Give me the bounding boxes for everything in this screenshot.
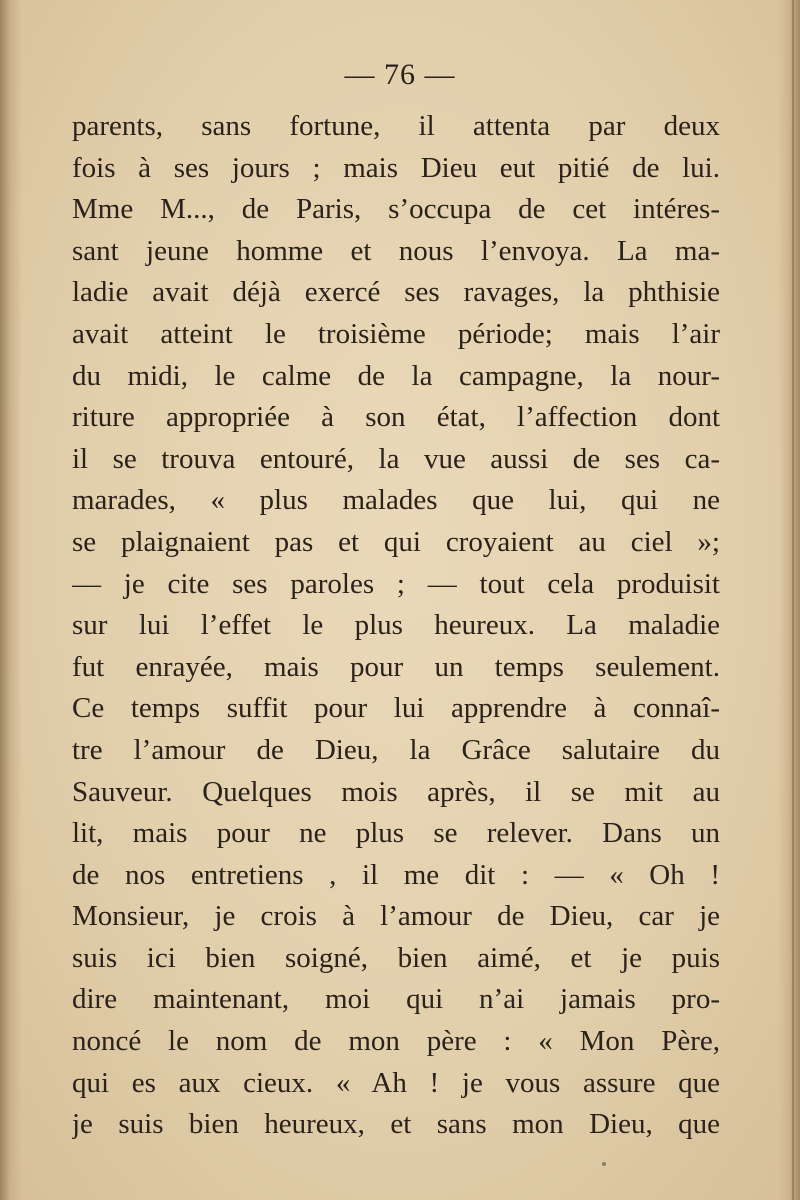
page-edge-right [778,0,800,1200]
text-line: se plaignaient pas et qui croyaient au ciel »; [72,525,720,558]
text-line: avait atteint le troisième période; mais l’air [72,317,720,350]
text-line: Sauveur. Quelques mois après, il se mit au [72,775,720,808]
text-line: marades, « plus malades que lui, qui ne [72,484,720,517]
text-line: lit, mais pour ne plus se relever. Dans un [72,817,720,850]
ink-speck [602,1162,606,1166]
text-line: il se trouva entouré, la vue aussi de ses ca- [72,442,720,475]
text-line: riture appropriée à son état, l’affection dont [72,401,720,434]
text-line: je suis bien heureux, et sans mon Dieu, que [72,1108,720,1141]
text-line: parents, sans fortune, il attenta par deux [72,110,720,142]
text-line: fut enrayée, mais pour un temps seulement. [72,650,720,683]
page-edge-left [0,0,22,1200]
text-line: suis ici bien soigné, bien aimé, et je puis [72,941,720,974]
text-line: Ce temps suffit pour lui apprendre à connaî- [72,692,720,725]
text-line: dire maintenant, moi qui n’ai jamais pro- [72,983,720,1016]
page-number: — 76 — [344,58,456,91]
text-line: ladie avait déjà exercé ses ravages, la phthisie [72,276,720,309]
text-line: tre l’amour de Dieu, la Grâce salutaire du [72,733,720,766]
body-text [72,106,720,1146]
text-line: noncé le nom de mon père : « Mon Père, [72,1025,720,1058]
text-line: — je cite ses paroles ; — tout cela produisit [72,567,720,600]
text-line: de nos entretiens , il me dit : — « Oh ! [72,858,720,891]
text-line: Mme M..., de Paris, s’occupa de cet intéres- [72,193,720,226]
text-line: sur lui l’effet le plus heureux. La maladie [72,609,720,642]
page-binding-line [792,0,794,1200]
text-line: fois à ses jours ; mais Dieu eut pitié de lui. [72,151,720,184]
text-line: du midi, le calme de la campagne, la nour- [72,359,720,392]
text-line: Monsieur, je crois à l’amour de Dieu, car je [72,900,720,933]
text-line: sant jeune homme et nous l’envoya. La ma- [72,234,720,267]
text-line: qui es aux cieux. « Ah ! je vous assure que [72,1066,720,1099]
